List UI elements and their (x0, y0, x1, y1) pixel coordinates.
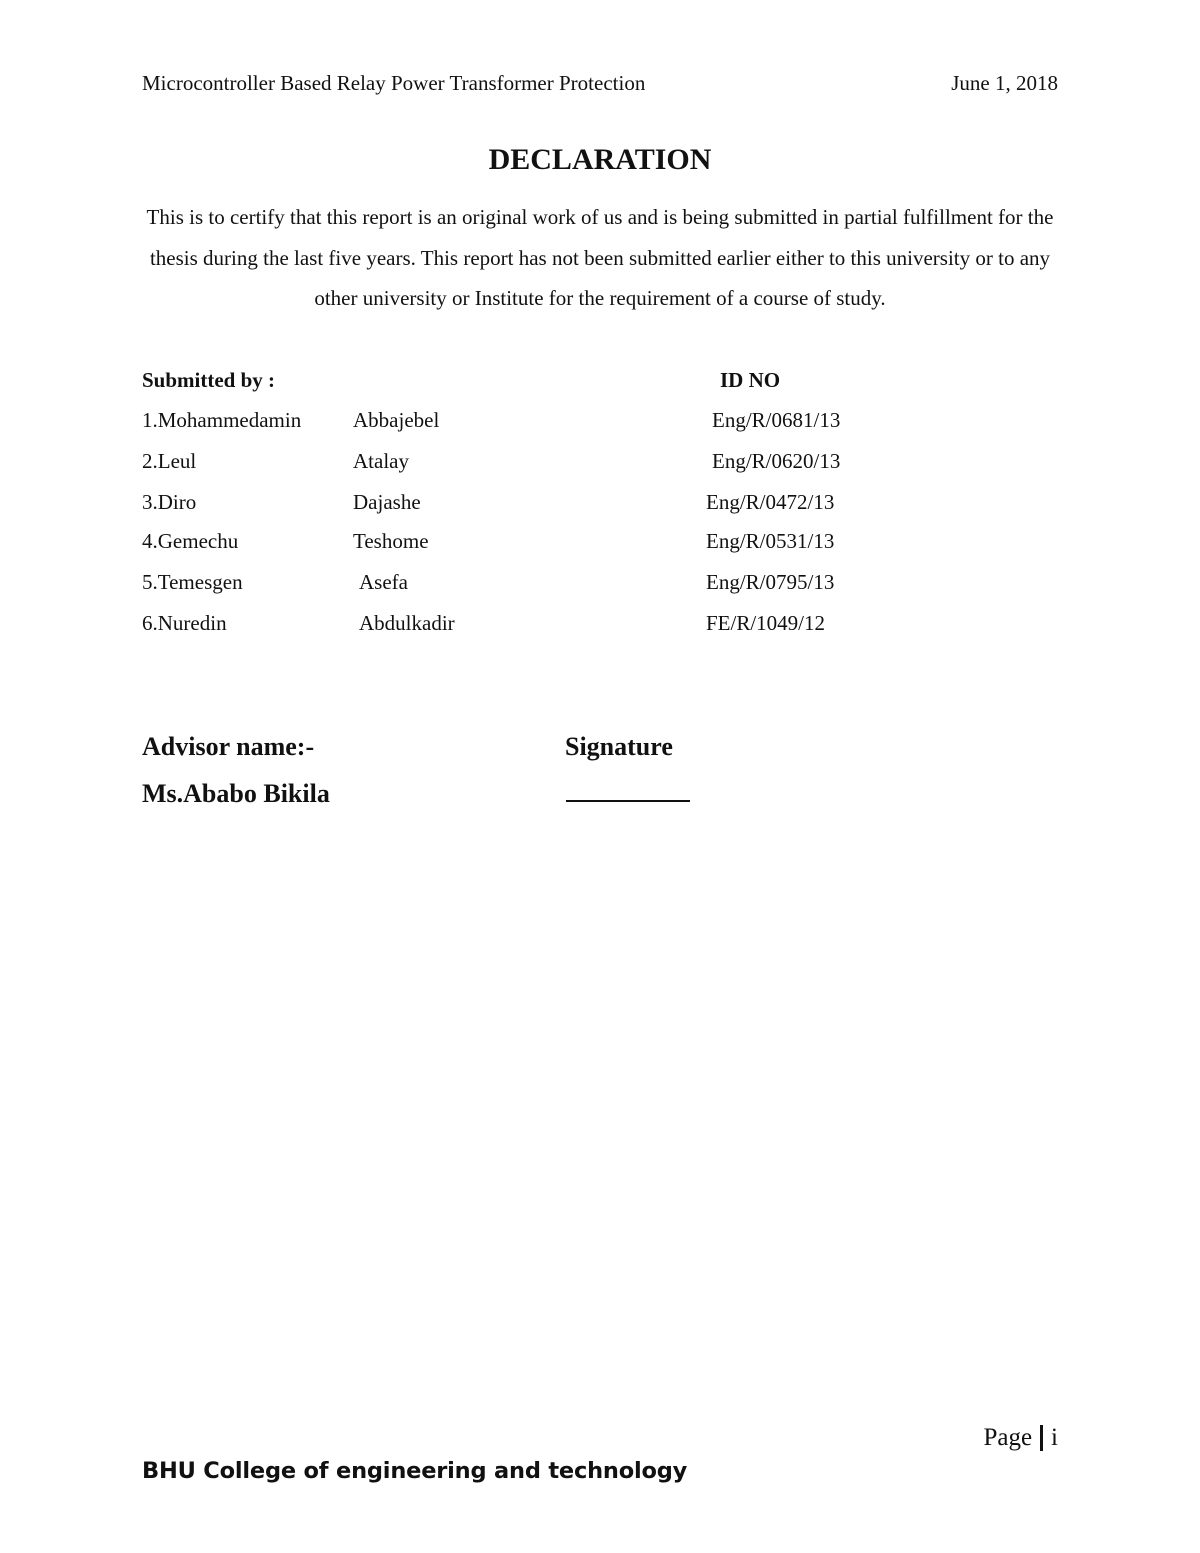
member-last-name: Teshome (353, 529, 429, 553)
member-first-name: 6.Nuredin (142, 611, 227, 635)
member-last-name: Abdulkadir (359, 611, 455, 635)
footer-institution: BHU College of engineering and technology (142, 1458, 688, 1484)
running-header-date: June 1, 2018 (951, 71, 1058, 95)
page-number (983, 1423, 1058, 1453)
advisor-label: Advisor name:- (142, 732, 315, 761)
member-id: Eng/R/0472/13 (706, 490, 835, 514)
member-last-name: Dajashe (353, 490, 421, 514)
member-first-name: 4.Gemechu (142, 529, 239, 553)
member-id: Eng/R/0681/13 (712, 408, 841, 432)
id-no-label: ID NO (720, 368, 781, 392)
member-first-name: 5.Temesgen (142, 570, 243, 594)
member-last-name: Asefa (359, 570, 408, 594)
page-number-value: i (1051, 1424, 1058, 1451)
page-title: DECLARATION (488, 143, 712, 176)
signature-line (566, 800, 690, 802)
member-last-name: Atalay (353, 449, 409, 473)
signature-label: Signature (565, 732, 673, 761)
member-first-name: 2.Leul (142, 449, 197, 473)
member-first-name: 1.Mohammedamin (142, 408, 302, 432)
page-label: Page (983, 1424, 1033, 1451)
member-id: Eng/R/0795/13 (706, 570, 835, 594)
member-id: FE/R/1049/12 (706, 611, 826, 635)
declaration-paragraph: This is to certify that this report is an original work of us and is being submitted in partial fulfillment for the thesis during the last five years. This report has not been submitted earlier either to this university or to any other university or Institute for the requirement of a course of study. (146, 205, 1054, 310)
member-last-name: Abbajebel (353, 408, 440, 432)
member-first-name: 3.Diro (142, 490, 197, 514)
page-separator (1040, 1425, 1043, 1451)
advisor-name: Ms.Ababo Bikila (142, 779, 330, 808)
submitted-by-label: Submitted by : (142, 368, 276, 392)
member-id: Eng/R/0531/13 (706, 529, 835, 553)
running-header-title: Microcontroller Based Relay Power Transformer Protection (142, 71, 646, 95)
member-id: Eng/R/0620/13 (712, 449, 841, 473)
